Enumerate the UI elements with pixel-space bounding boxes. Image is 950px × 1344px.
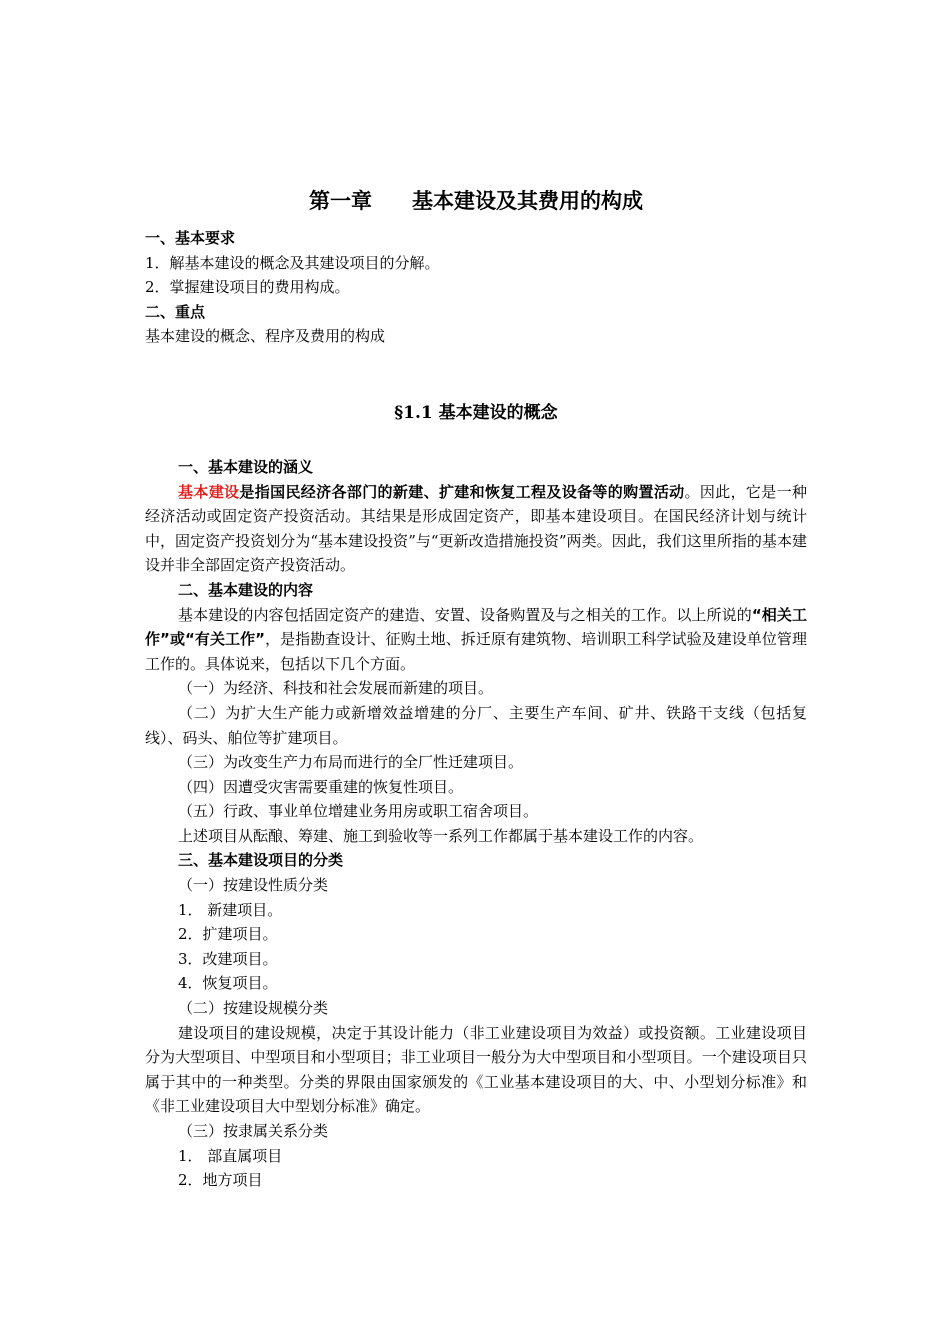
definition-text: 是指国民经济各部门的新建、扩建和恢复工程及设备等的购置活动 (239, 482, 685, 501)
nature-heading: （一）按建设性质分类 (178, 876, 329, 895)
affiliation-item: 1． 部直属项目 (178, 1146, 283, 1165)
part2-intro-a: 基本建设的内容包括固定资产的建造、安置、设备购置及与之相关的工作。以上所说的 (178, 605, 752, 624)
content-item: （三）为改变生产力布局而进行的全厂性迁建项目。 (178, 753, 524, 772)
content-item: （一）为经济、科技和社会发展而新建的项目。 (178, 679, 494, 698)
requirements-heading: 一、基本要求 (145, 229, 236, 247)
requirement-item: 2．掌握建设项目的费用构成。 (145, 278, 350, 297)
chapter-name: 基本建设及其费用的构成 (412, 189, 643, 213)
chapter-number: 第一章 (309, 189, 372, 213)
keypoints-text: 基本建设的概念、程序及费用的构成 (145, 327, 386, 346)
part2-summary: 上述项目从酝酿、筹建、施工到验收等一系列工作都属于基本建设工作的内容。 (178, 826, 704, 845)
nature-item: 2．扩建项目。 (178, 925, 278, 944)
document-content (145, 186, 807, 1193)
nature-item: 3．改建项目。 (178, 949, 278, 968)
content-item: （二）为扩大生产能力或新增效益增建的分厂、主要生产车间、矿井、铁路干支线（包括复线）、码头、舶位等扩建项目。 (145, 703, 807, 747)
part2-intro (145, 603, 807, 677)
part1-heading: 一、基本建设的涵义 (178, 457, 314, 476)
highlighted-term: 基本建设 (178, 482, 240, 501)
part2-heading: 二、基本建设的内容 (178, 580, 314, 599)
part1-paragraph (145, 480, 807, 578)
section-title: §1.1 基本建设的概念 (394, 402, 558, 423)
scale-paragraph: 建设项目的建设规模，决定于其设计能力（非工业建设项目为效益）或投资额。工业建设项目分为大型项目、中型项目和小型项目；非工业项目一般分为大中型项目和小型项目。一个建设项目只属于其中的一种类型。分类的界限由国家颁发的《工业基本建设项目的大、中、小型划分标准》和《非工业建设项目大中型划分标准》确定。 (145, 1023, 807, 1116)
content-item: （四）因遭受灾害需要重建的恢复性项目。 (178, 777, 464, 796)
related-work-term: “相关工作”或“有关工作” (145, 605, 807, 649)
definition-rest: 。因此，它是一种经济活动或固定资产投资活动。其结果是形成固定资产，即基本建设项目。在国民经济计划与统计中，固定资产投资划分为“基本建设投资”与“更新改造措施投资”两类。因此，我们这里所指的基本建设并非全部固定资产投资活动。 (145, 482, 807, 575)
keypoints-heading: 二、重点 (145, 302, 206, 321)
requirement-item: 1．解基本建设的概念及其建设项目的分解。 (145, 253, 440, 272)
scale-heading: （二）按建设规模分类 (178, 999, 329, 1018)
content-item: （五）行政、事业单位增建业务用房或职工宿舍项目。 (178, 802, 539, 821)
nature-item: 4．恢复项目。 (178, 974, 278, 993)
chapter-title (145, 186, 807, 216)
affiliation-heading: （三）按隶属关系分类 (178, 1122, 329, 1140)
affiliation-item: 2．地方项目 (178, 1171, 263, 1190)
part2-intro-b: ，是指勘查设计、征购土地、拆迁原有建筑物、培训职工科学试验及建设单位管理工作的。具体说来，包括以下几个方面。 (145, 630, 807, 673)
part3-heading: 三、基本建设项目的分类 (178, 851, 344, 870)
nature-item: 1． 新建项目。 (178, 900, 283, 919)
